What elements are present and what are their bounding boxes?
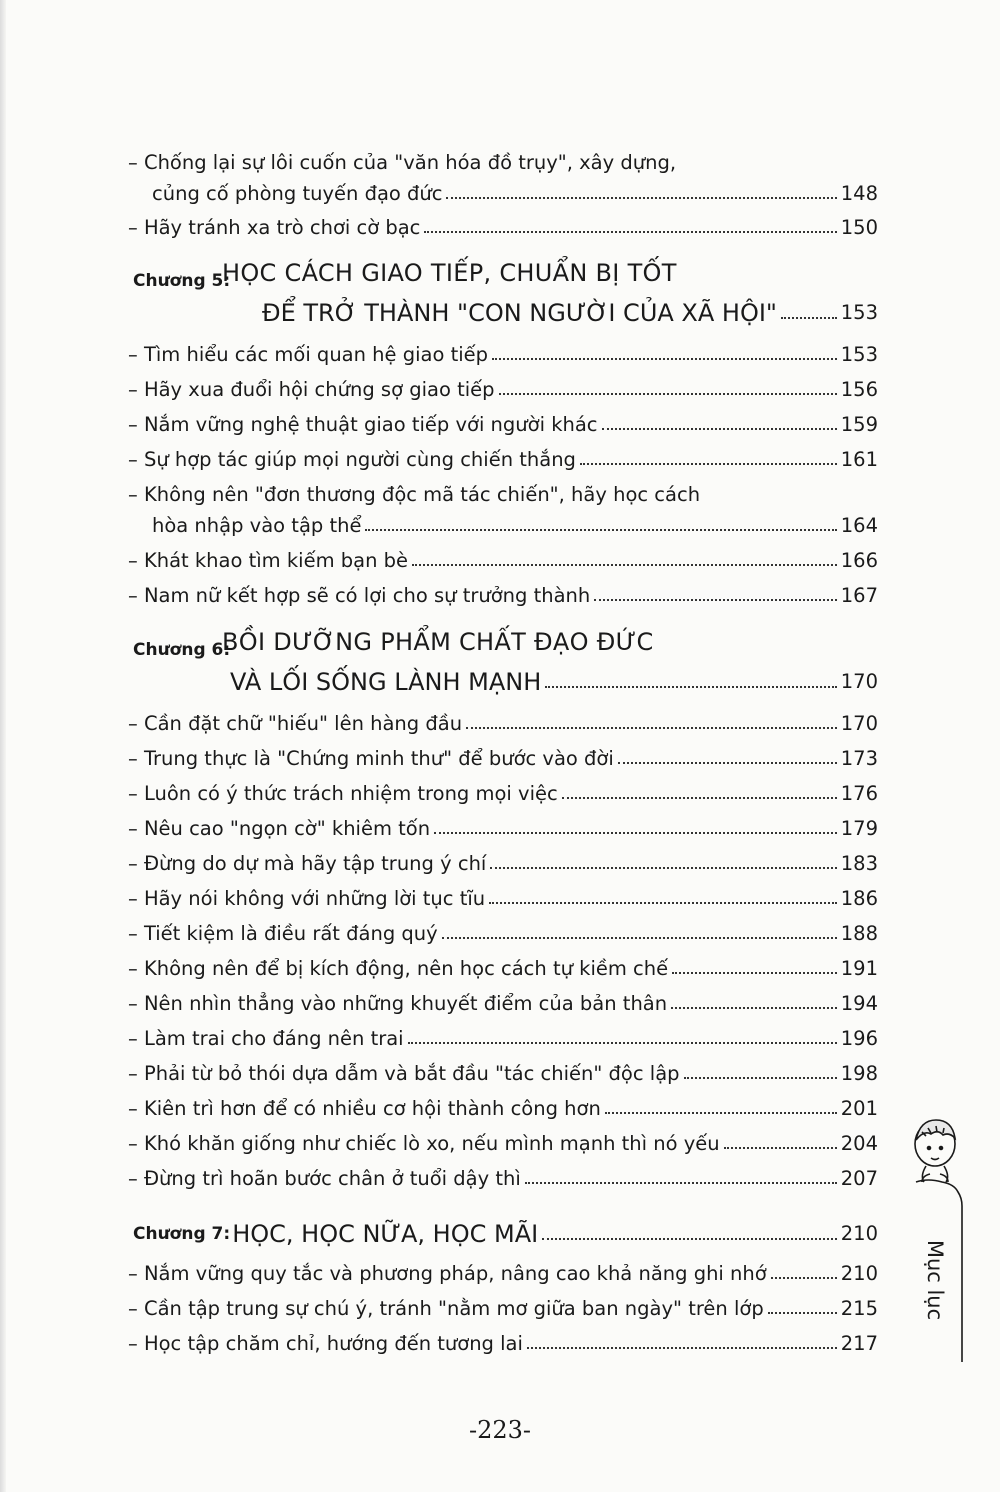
toc-entry: – Học tập chăm chỉ, hướng đến tương lai 217 bbox=[128, 1331, 878, 1355]
toc-entry: – Đừng trì hoãn bước chân ở tuổi dậy thì 207 bbox=[128, 1166, 878, 1190]
chapter-heading-line: VÀ LỐI SỐNG LÀNH MẠNH 170 bbox=[230, 668, 878, 696]
toc-entry: – Không nên để bị kích động, nên học cách tự kiềm chế 191 bbox=[128, 956, 878, 980]
toc-entry: – Nắm vững nghệ thuật giao tiếp với người khác 159 bbox=[128, 412, 878, 436]
page-edge bbox=[0, 0, 6, 1492]
toc-entry: – Nêu cao "ngọn cờ" khiêm tốn 179 bbox=[128, 816, 878, 840]
toc-entry: – Hãy xua đuổi hội chứng sợ giao tiếp 156 bbox=[128, 377, 878, 401]
toc-entry: – Làm trai cho đáng nên trai 196 bbox=[128, 1026, 878, 1050]
page-number: -223- bbox=[468, 1416, 532, 1444]
toc-entry: – Khó khăn giống như chiếc lò xo, nếu mình mạnh thì nó yếu 204 bbox=[128, 1131, 878, 1155]
chapter-label: Chương 7: bbox=[133, 1224, 231, 1244]
chapter-heading-line: Chương 7: HỌC, HỌC NỮA, HỌC MÃI 210 bbox=[133, 1220, 878, 1248]
chapter-heading-line: ĐỂ TRỞ THÀNH "CON NGƯỜI CỦA XÃ HỘI" 153 bbox=[262, 299, 878, 327]
toc-entry: – Nắm vững quy tắc và phương pháp, nâng cao khả năng ghi nhớ 210 bbox=[128, 1261, 878, 1285]
toc-entry: – Nam nữ kết hợp sẽ có lợi cho sự trưởng thành 167 bbox=[128, 583, 878, 607]
toc-entry: – Đừng do dự mà hãy tập trung ý chí 183 bbox=[128, 851, 878, 875]
toc-entry: – Tìm hiểu các mối quan hệ giao tiếp 153 bbox=[128, 342, 878, 366]
toc-entry: – Chống lại sự lôi cuốn của "văn hóa đồ trụy", xây dựng, bbox=[128, 150, 677, 174]
toc-entry: – Tiết kiệm là điều rất đáng quý 188 bbox=[128, 921, 878, 945]
chapter-title: BỒI DƯỠNG PHẨM CHẤT ĐẠO ĐỨC bbox=[222, 628, 654, 656]
toc-entry: – Nên nhìn thẳng vào những khuyết điểm của bản thân 194 bbox=[128, 991, 878, 1015]
side-tab-label: Mục lục bbox=[923, 1239, 947, 1321]
toc-entry: – Không nên "đơn thương độc mã tác chiến", hãy học cách bbox=[128, 482, 701, 506]
toc-entry: – Cần tập trung sự chú ý, tránh "nằm mơ giữa ban ngày" trên lớp 215 bbox=[128, 1296, 878, 1320]
chapter-title: HỌC, HỌC NỮA, HỌC MÃI bbox=[232, 1220, 539, 1248]
chapter-label: Chương 6: bbox=[133, 640, 231, 660]
toc-entry: – Khát khao tìm kiếm bạn bè 166 bbox=[128, 548, 878, 572]
toc-entry: – Sự hợp tác giúp mọi người cùng chiến thắng 161 bbox=[128, 447, 878, 471]
toc-entry: – Trung thực là "Chứng minh thư" để bước vào đời 173 bbox=[128, 746, 878, 770]
toc-entry: – Hãy tránh xa trò chơi cờ bạc 150 bbox=[128, 215, 878, 239]
toc-entry: – Phải từ bỏ thói dựa dẫm và bắt đầu "tác chiến" độc lập 198 bbox=[128, 1061, 878, 1085]
chapter-title: HỌC CÁCH GIAO TIẾP, CHUẨN BỊ TỐT bbox=[222, 259, 677, 287]
toc-entry: hòa nhập vào tập thể 164 bbox=[152, 513, 878, 537]
toc-entry: củng cố phòng tuyến đạo đức 148 bbox=[152, 181, 878, 205]
toc-entry: – Hãy nói không với những lời tục tĩu 186 bbox=[128, 886, 878, 910]
chapter-label: Chương 5: bbox=[133, 271, 231, 291]
toc-entry: – Luôn có ý thức trách nhiệm trong mọi việc 176 bbox=[128, 781, 878, 805]
toc-entry: – Kiên trì hơn để có nhiều cơ hội thành công hơn 201 bbox=[128, 1096, 878, 1120]
toc-entry: – Cần đặt chữ "hiếu" lên hàng đầu 170 bbox=[128, 711, 878, 735]
